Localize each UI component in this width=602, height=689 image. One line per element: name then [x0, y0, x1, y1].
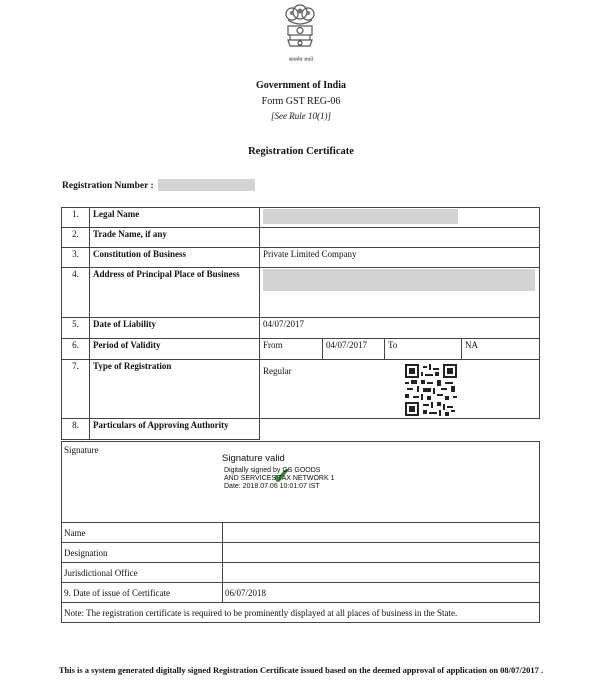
registration-table — [61, 207, 540, 440]
row-label: Particulars of Approving Authority — [90, 419, 260, 440]
issue-date-value: 06/07/2018 — [223, 583, 540, 603]
table-row — [62, 318, 540, 339]
note-text: Note: The registration certificate is required to be prominently displayed at all places of business in the State. — [62, 603, 540, 623]
row-label: Period of Validity — [90, 339, 260, 360]
row-number: 3. — [62, 248, 90, 268]
footer-text: This is a system generated digitally signed Registration Certificate issued based on the deemed approval of application on 08/07/2017 . — [58, 665, 544, 675]
table-row — [62, 208, 540, 228]
registration-number-redacted — [158, 179, 255, 191]
emblem-motto: सत्यमेव जयते — [288, 58, 314, 63]
row-number: 7. — [62, 360, 90, 419]
row-number: 1. — [62, 208, 90, 228]
table-row — [62, 248, 540, 268]
row-label: Address of Principal Place of Business — [90, 268, 260, 318]
row-value — [223, 543, 540, 563]
legal-name-value — [260, 208, 540, 228]
constitution-value: Private Limited Company — [260, 248, 540, 268]
table-row — [62, 543, 540, 563]
table-row — [62, 268, 540, 318]
header-rule: [See Rule 10(1)] — [271, 111, 331, 121]
row-label: 9. Date of issue of Certificate — [62, 583, 223, 603]
trade-name-value — [260, 228, 540, 248]
table-row — [62, 583, 540, 603]
signature-status: Signature valid — [222, 453, 285, 464]
signature-line-3: Date: 2018.07.06 10:01:07 IST — [224, 483, 320, 490]
table-row — [62, 523, 540, 543]
row-number: 6. — [62, 339, 90, 360]
liability-date-value: 04/07/2017 — [260, 318, 540, 339]
row-label: Trade Name, if any — [90, 228, 260, 248]
validity-to-value: NA — [462, 339, 540, 360]
registration-type-value — [260, 360, 540, 419]
national-emblem-icon — [280, 2, 320, 54]
row-number: 4. — [62, 268, 90, 318]
table-row — [62, 228, 540, 248]
signature-label: Signature — [64, 445, 99, 455]
header-government: Government of India — [256, 80, 346, 91]
qr-code-icon — [405, 364, 457, 416]
row-label: Jurisdictional Office — [62, 563, 223, 583]
registration-type-text: Regular — [263, 366, 292, 376]
header-form: Form GST REG-06 — [261, 96, 341, 107]
table-row — [62, 419, 540, 440]
table-row — [62, 603, 540, 623]
row-number: 8. — [62, 419, 90, 440]
check-icon: ✔ — [272, 462, 293, 490]
validity-to-label: To — [385, 339, 462, 360]
table-row — [62, 360, 540, 419]
registration-number-label: Registration Number : — [62, 181, 154, 191]
authority-table — [61, 522, 540, 623]
row-label: Type of Registration — [90, 360, 260, 419]
approving-authority-value — [260, 419, 540, 440]
signature-line-2: AND SERVICES TAX NETWORK 1 — [224, 475, 335, 482]
address-redacted — [263, 269, 535, 291]
row-number: 5. — [62, 318, 90, 339]
validity-from-value: 04/07/2017 — [323, 339, 385, 360]
row-number: 2. — [62, 228, 90, 248]
row-label: Designation — [62, 543, 223, 563]
table-row — [62, 339, 540, 360]
page-title: Registration Certificate — [248, 146, 354, 157]
row-value — [223, 523, 540, 543]
row-label: Constitution of Business — [90, 248, 260, 268]
row-label: Name — [62, 523, 223, 543]
validity-from-label: From — [260, 339, 323, 360]
legal-name-redacted — [263, 209, 458, 224]
row-label: Legal Name — [90, 208, 260, 228]
row-label: Date of Liability — [90, 318, 260, 339]
signature-line-1: Digitally signed by GS GOODS — [224, 467, 321, 474]
address-value — [260, 268, 540, 318]
row-value — [223, 563, 540, 583]
table-row — [62, 563, 540, 583]
